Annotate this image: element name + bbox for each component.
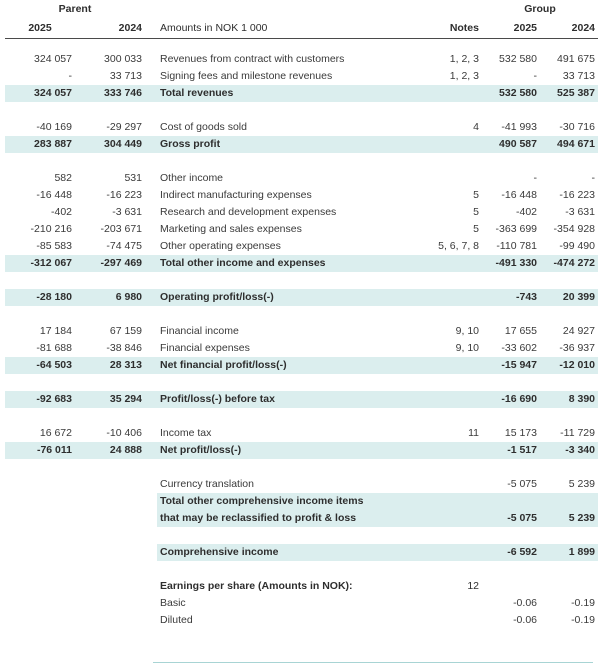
group-2025-value: -110 781 xyxy=(496,240,537,252)
parent-2025-value: -28 180 xyxy=(5,289,75,306)
row-label: Indirect manufacturing expenses xyxy=(160,189,312,201)
parent-2025-value: -16 448 xyxy=(36,189,72,201)
row-total-oci-line1 xyxy=(5,493,598,510)
row-revenues-contract xyxy=(5,51,598,68)
parent-2025-value: 324 057 xyxy=(34,53,72,65)
parent-2024-value: 28 313 xyxy=(75,357,145,374)
row-eps-heading xyxy=(5,578,598,595)
row-label: Operating profit/loss(-) xyxy=(157,289,422,306)
group-2024-value: -354 928 xyxy=(553,223,595,235)
row-financial-expenses xyxy=(5,340,598,357)
parent-2024-value: -297 469 xyxy=(75,255,145,272)
group-2024-value: 24 927 xyxy=(562,325,595,337)
notes-value: 9, 10 xyxy=(455,325,479,337)
parent-2024-value: -38 846 xyxy=(106,342,142,354)
group-2024-value: -3 340 xyxy=(540,442,598,459)
group-2025-value: - xyxy=(533,70,537,82)
group-2025-value: -5 075 xyxy=(507,478,537,490)
group-2025-value: -15 947 xyxy=(482,357,540,374)
parent-2024-value: 6 980 xyxy=(75,289,145,306)
group-2024-value: 5 239 xyxy=(568,478,595,490)
parent-heading: Parent xyxy=(58,2,92,15)
parent-2024-header: 2024 xyxy=(75,18,145,39)
bottom-divider xyxy=(153,662,593,663)
group-heading: Group xyxy=(524,2,556,15)
parent-2024-value: 67 159 xyxy=(109,325,142,337)
row-label: Diluted xyxy=(160,614,193,626)
parent-2024-value: -16 223 xyxy=(106,189,142,201)
parent-2025-value: 17 184 xyxy=(39,325,72,337)
group-2025-value: -33 602 xyxy=(501,342,537,354)
row-gross-profit xyxy=(5,136,598,153)
row-label: Profit/loss(-) before tax xyxy=(157,391,422,408)
group-2024-value: -0.19 xyxy=(571,614,595,626)
parent-2025-value: -85 583 xyxy=(36,240,72,252)
group-2025-value: -0.06 xyxy=(513,597,537,609)
row-net-financial xyxy=(5,357,598,374)
amounts-label: Amounts in NOK 1 000 xyxy=(157,18,422,39)
parent-2024-value: -29 297 xyxy=(106,121,142,133)
row-total-oci-line2 xyxy=(5,510,598,527)
notes-value: 5 xyxy=(473,206,479,218)
parent-2024-value: -3 631 xyxy=(112,206,142,218)
parent-2024-value: -74 475 xyxy=(106,240,142,252)
row-label: that may be reclassified to profit & loss xyxy=(157,510,422,527)
parent-2024-value: 24 888 xyxy=(75,442,145,459)
parent-2024-value: -10 406 xyxy=(106,427,142,439)
group-2024-value: -36 937 xyxy=(559,342,595,354)
group-2025-value: -16 690 xyxy=(482,391,540,408)
parent-2025-value: 283 887 xyxy=(5,136,75,153)
group-2024-header: 2024 xyxy=(540,18,598,39)
group-2024-value: -12 010 xyxy=(540,357,598,374)
parent-2025-value: -312 067 xyxy=(5,255,75,272)
row-cogs xyxy=(5,119,598,136)
parent-2025-value: - xyxy=(68,70,72,82)
row-financial-income xyxy=(5,323,598,340)
parent-2025-value: -40 169 xyxy=(36,121,72,133)
group-2025-value: -16 448 xyxy=(501,189,537,201)
row-label: Gross profit xyxy=(157,136,422,153)
notes-value: 5 xyxy=(473,189,479,201)
row-indirect-manufacturing xyxy=(5,187,598,204)
group-2025-value: 15 173 xyxy=(504,427,537,439)
group-2024-value: 20 399 xyxy=(540,289,598,306)
row-label: Total other comprehensive income items xyxy=(157,493,422,510)
group-2025-value: -743 xyxy=(482,289,540,306)
group-2024-value: -11 729 xyxy=(560,427,595,439)
row-net-profit xyxy=(5,442,598,459)
row-label: Research and development expenses xyxy=(160,206,337,218)
group-2024-value: 491 675 xyxy=(557,53,595,65)
row-comprehensive-income xyxy=(5,544,598,561)
parent-2025-value: -92 683 xyxy=(5,391,75,408)
parent-2025-value: -81 688 xyxy=(36,342,72,354)
group-2024-value: 8 390 xyxy=(540,391,598,408)
notes-value: 1, 2, 3 xyxy=(449,70,479,82)
group-2024-value: -0.19 xyxy=(571,597,595,609)
row-label: Total revenues xyxy=(157,85,422,102)
parent-2024-value: 300 033 xyxy=(104,53,142,65)
parent-2024-value: 531 xyxy=(124,172,142,184)
group-2025-value: 532 580 xyxy=(482,85,540,102)
parent-2025-value: 324 057 xyxy=(5,85,75,102)
notes-value: 12 xyxy=(467,580,479,592)
row-currency-translation xyxy=(5,476,598,493)
group-2024-value: 33 713 xyxy=(562,70,595,82)
group-2025-value: -5 075 xyxy=(482,510,540,527)
parent-2024-value: 35 294 xyxy=(75,391,145,408)
notes-value: 9, 10 xyxy=(455,342,479,354)
row-other-income xyxy=(5,170,598,187)
row-signing-fees xyxy=(5,68,598,85)
row-label: Earnings per share (Amounts in NOK): xyxy=(160,580,353,592)
row-label: Total other income and expenses xyxy=(157,255,422,272)
column-header-row xyxy=(5,18,598,39)
group-2025-value: -402 xyxy=(515,206,537,218)
row-total-revenues xyxy=(5,85,598,102)
row-profit-before-tax xyxy=(5,391,598,408)
group-2025-header: 2025 xyxy=(482,18,540,39)
group-2024-value: 5 239 xyxy=(540,510,598,527)
group-2025-value: 490 587 xyxy=(482,136,540,153)
row-label: Net profit/loss(-) xyxy=(157,442,422,459)
parent-2024-value: 304 449 xyxy=(75,136,145,153)
row-label: Currency translation xyxy=(160,478,254,490)
row-label: Other income xyxy=(160,172,224,184)
parent-2024-value: -203 671 xyxy=(100,223,142,235)
group-2025-value: -1 517 xyxy=(482,442,540,459)
row-eps-diluted xyxy=(5,612,598,629)
parent-2025-value: -402 xyxy=(50,206,72,218)
row-label: Cost of goods sold xyxy=(160,121,247,133)
group-2024-value: -3 631 xyxy=(565,206,595,218)
notes-header: Notes xyxy=(422,18,482,39)
group-2024-value: 494 671 xyxy=(540,136,598,153)
group-2024-value: -16 223 xyxy=(559,189,595,201)
row-label: Basic xyxy=(160,597,186,609)
notes-value: 5 xyxy=(473,223,479,235)
parent-2025-value: -210 216 xyxy=(30,223,72,235)
group-2025-value: -6 592 xyxy=(482,544,540,561)
group-2024-value: 1 899 xyxy=(540,544,598,561)
group-2025-value: 532 580 xyxy=(499,53,537,65)
parent-2025-value: 16 672 xyxy=(39,427,72,439)
notes-value: 4 xyxy=(473,121,479,133)
group-2025-value: -363 699 xyxy=(495,223,537,235)
row-eps-basic xyxy=(5,595,598,612)
row-operating-profit xyxy=(5,289,598,306)
parent-2025-value: -64 503 xyxy=(5,357,75,374)
parent-2025-header: 2025 xyxy=(5,18,75,39)
group-2024-value: 525 387 xyxy=(540,85,598,102)
income-statement-table xyxy=(5,0,598,629)
row-label: Marketing and sales expenses xyxy=(160,223,302,235)
parent-2025-value: -76 011 xyxy=(5,442,75,459)
row-other-operating xyxy=(5,238,598,255)
group-2024-value: -99 490 xyxy=(559,240,595,252)
row-label: Other operating expenses xyxy=(160,240,281,252)
group-2025-value: -41 993 xyxy=(501,121,537,133)
row-label: Financial expenses xyxy=(160,342,250,354)
parent-2024-value: 333 746 xyxy=(75,85,145,102)
row-label: Signing fees and milestone revenues xyxy=(160,70,333,82)
row-total-other xyxy=(5,255,598,272)
group-2025-value: -0.06 xyxy=(513,614,537,626)
parent-2025-value: 582 xyxy=(54,172,72,184)
row-income-tax xyxy=(5,425,598,442)
group-2025-value: 17 655 xyxy=(504,325,537,337)
notes-value: 11 xyxy=(468,427,479,439)
notes-value: 1, 2, 3 xyxy=(449,53,479,65)
notes-value: 5, 6, 7, 8 xyxy=(438,240,479,252)
group-2024-value: -474 272 xyxy=(540,255,598,272)
row-label: Financial income xyxy=(160,325,239,337)
row-research-development xyxy=(5,204,598,221)
group-2024-value: -30 716 xyxy=(559,121,595,133)
row-label: Income tax xyxy=(160,427,212,439)
row-label: Net financial profit/loss(-) xyxy=(157,357,422,374)
group-2025-value: - xyxy=(533,172,537,184)
row-label: Revenues from contract with customers xyxy=(160,53,345,65)
group-2024-value: - xyxy=(591,172,595,184)
parent-2024-value: 33 713 xyxy=(109,70,142,82)
group-header-row xyxy=(5,0,598,18)
row-marketing-sales xyxy=(5,221,598,238)
group-2025-value: -491 330 xyxy=(482,255,540,272)
row-label: Comprehensive income xyxy=(157,544,422,561)
